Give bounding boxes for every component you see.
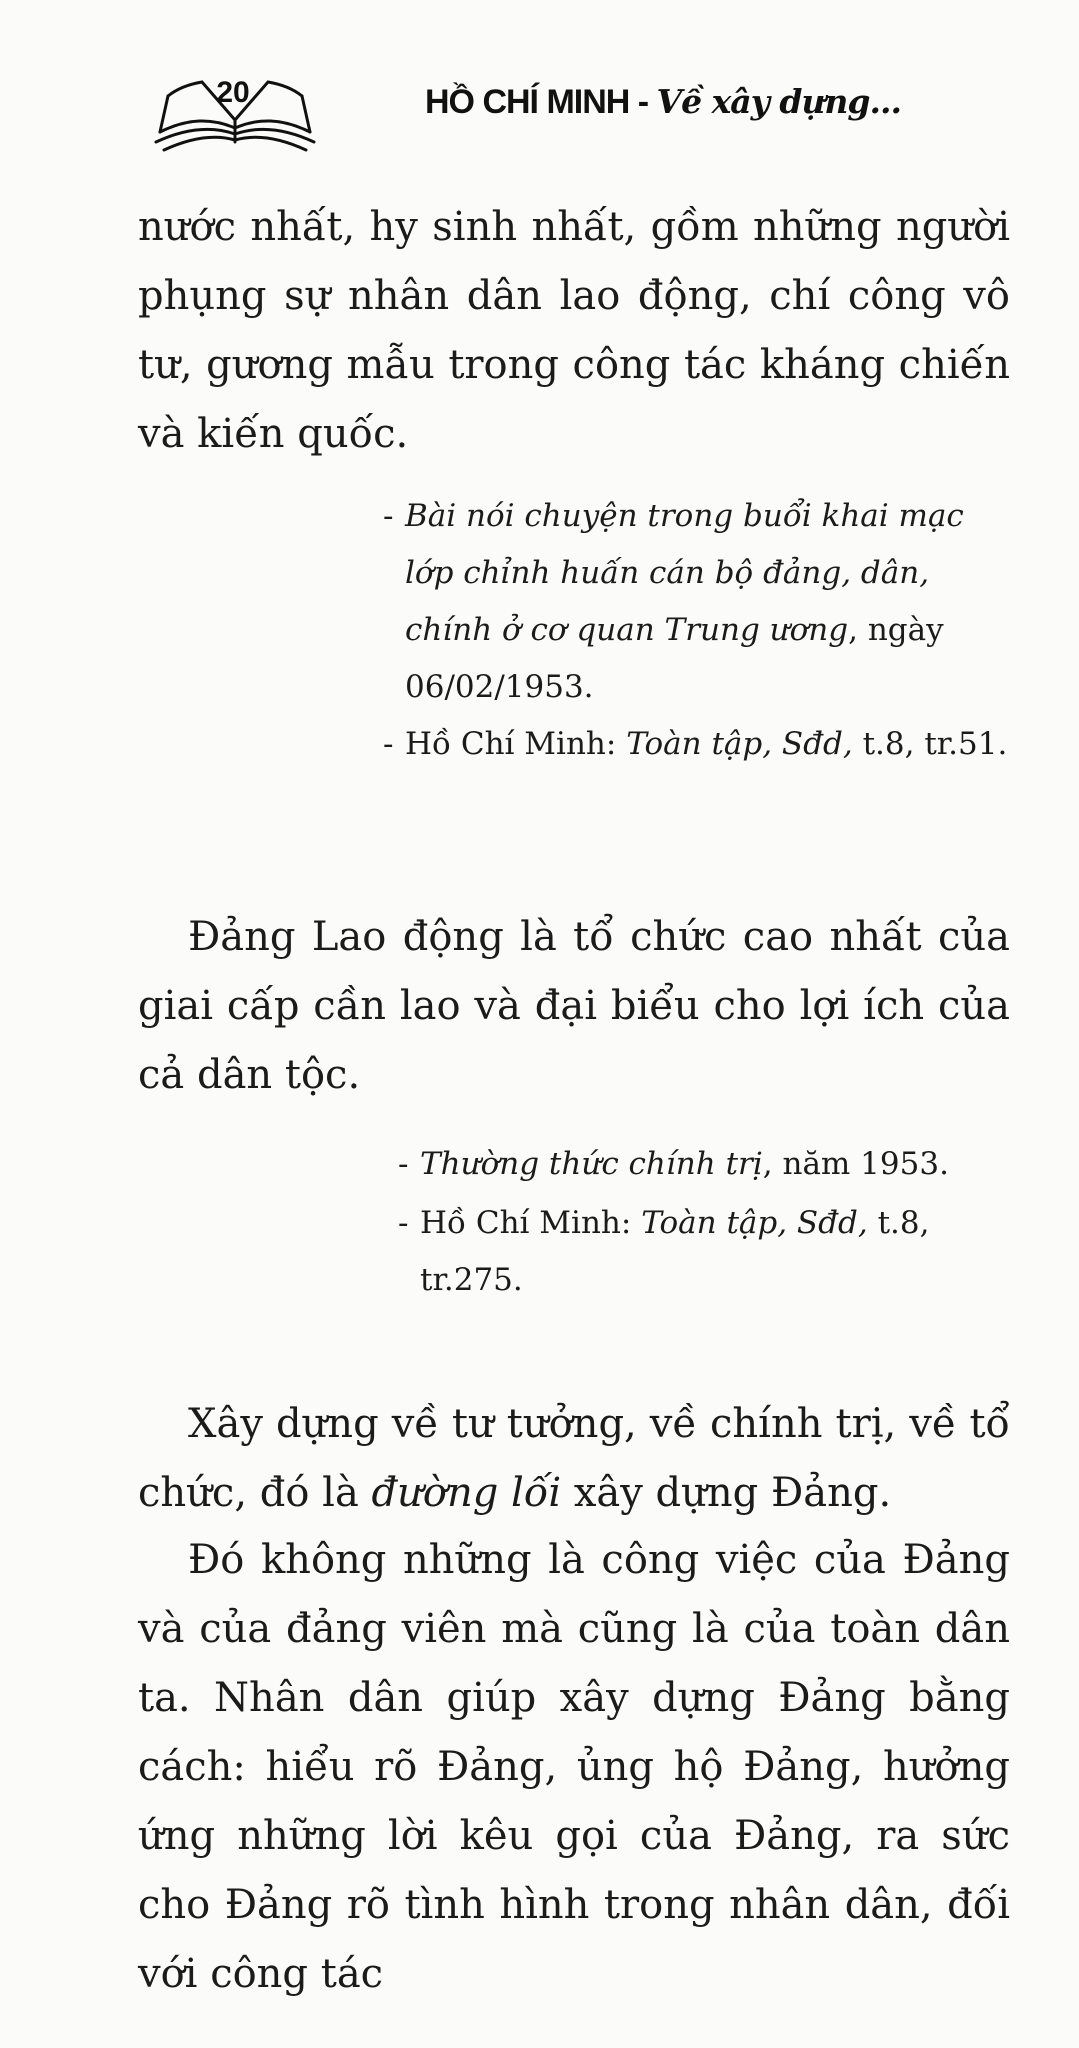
paragraph-2: Đảng Lao động là tổ chức cao nhất của giai cấp cần lao và đại biểu cho lợi ích của cả dân tộc. (138, 914, 1010, 1098)
citation-dash: - (383, 726, 394, 762)
citation-author: Hồ Chí Minh: (420, 1205, 642, 1241)
citation-work: Toàn tập, Sđd, (626, 726, 853, 762)
citation-1 (383, 488, 1015, 716)
paragraph-4: Đó không những là công việc của Đảng và của đảng viên mà cũng là của toàn dân ta. Nhân dân giúp xây dựng Đảng bằng cách: hiểu rõ Đảng, ủng hộ Đảng, hưởng ứng những lời kêu gọi của Đảng, ra sức cho Đảng rõ tình hình trong nhân dân, đối với công tác (138, 1537, 1010, 1997)
citation-source: Thường thức chính trị (420, 1146, 763, 1182)
citation-author: Hồ Chí Minh: (405, 726, 627, 762)
citation-source: Bài nói chuyện trong buổi khai mạc lớp chỉnh huấn cán bộ đảng, dân, chính ở cơ quan Trung ương (405, 498, 964, 648)
running-header (425, 82, 901, 122)
paragraph-1: nước nhất, hy sinh nhất, gồm những người phụng sự nhân dân lao động, chí công vô tư, gương mẫu trong công tác kháng chiến và kiến quốc. (138, 204, 1010, 457)
paragraph-3-text: Xây dựng về tư tưởng, về chính trị, về tổ chức, đó là (138, 1401, 1010, 1516)
citation-date: , ngày 06/02/1953. (405, 612, 944, 705)
citation-3 (398, 1136, 1015, 1193)
citation-work: Toàn tập, Sđd, (641, 1205, 868, 1241)
citation-ref: t.8, tr.51. (852, 726, 1008, 762)
citation-dash: - (398, 1205, 409, 1241)
page-number: 20 (216, 76, 250, 109)
page-header (0, 40, 1079, 150)
header-title: HỒ CHÍ MINH (425, 83, 630, 121)
citation-2 (383, 716, 1015, 773)
citation-4 (398, 1195, 1015, 1309)
paragraph-3 (138, 1390, 1010, 1528)
paragraph-3-emphasis: đường lối (371, 1470, 562, 1516)
paragraph-3-tail: xây dựng Đảng. (561, 1470, 892, 1516)
open-book-icon (150, 58, 320, 166)
header-subtitle: Về xây dựng... (656, 82, 901, 121)
citation-date: , năm 1953. (762, 1146, 949, 1182)
citation-dash: - (398, 1146, 409, 1182)
citation-dash: - (383, 498, 394, 534)
header-separator: - (629, 83, 657, 121)
citation-ref: t.8, tr.275. (420, 1205, 930, 1298)
